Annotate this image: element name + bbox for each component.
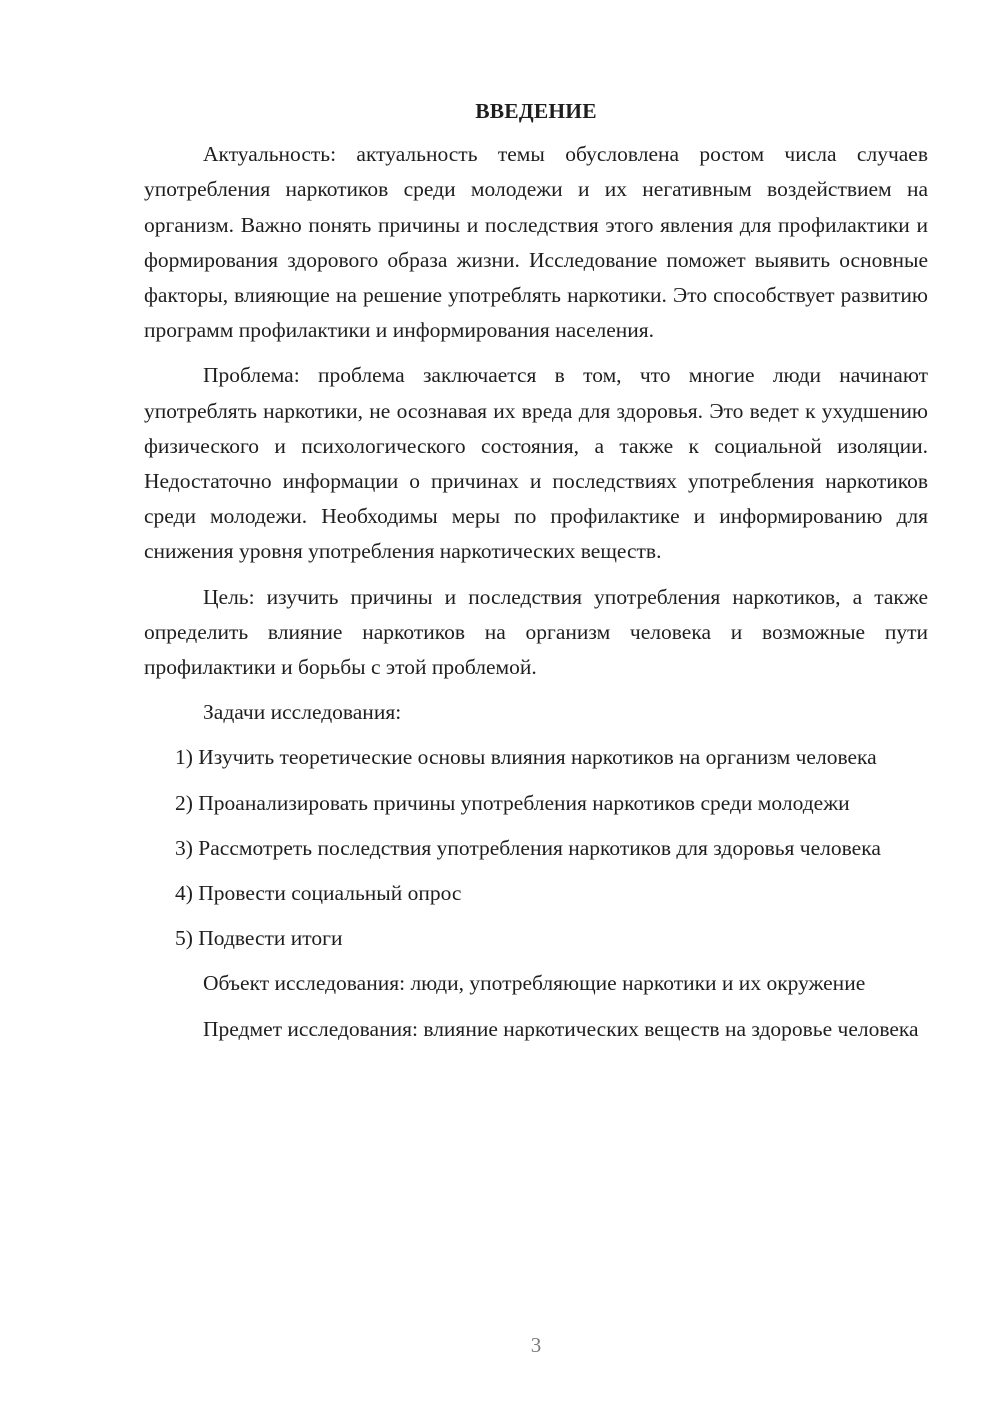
subject-paragraph: Предмет исследования: влияние наркотических веществ на здоровье человека [203,1016,919,1041]
task-item: 1) Изучить теоретические основы влияния наркотиков на организм человека [175,745,877,770]
task-item: 2) Проанализировать причины употребления наркотиков среди молодежи [175,790,850,815]
task-item: 4) Провести социальный опрос [175,881,462,906]
page-number: 3 [530,1333,542,1357]
tasks-heading: Задачи исследования: [203,700,402,725]
problem-paragraph: Проблема: проблема заключается в том, что многие люди начинают употреблять наркотики, не осознавая их вреда для здоровья. Это ведет к ухудшению физического и психологического состояния, а также к социальной изоляции. Недостаточно информации о причинах и последствиях употребления наркотиков среди молодежи. Необходимы меры по профилактике и информированию для снижения уровня употребления наркотических веществ. [144,363,928,564]
object-paragraph: Объект исследования: люди, употребляющие наркотики и их окружение [203,971,866,996]
relevance-paragraph: Актуальность: актуальность темы обусловлена ростом числа случаев употребления наркотиков среди молодежи и их негативным воздействием на организм. Важно понять причины и последствия этого явления для профилактики и формирования здорового образа жизни. Исследование поможет выявить основные факторы, влияющие на решение употреблять наркотики. Это способствует развитию программ профилактики и информирования населения. [144,142,928,343]
task-item: 5) Подвести итоги [175,926,343,951]
task-item: 3) Рассмотреть последствия употребления наркотиков для здоровья человека [175,835,881,860]
page-content [144,94,928,1057]
goal-paragraph: Цель: изучить причины и последствия употребления наркотиков, а также определить влияние наркотиков на организм человека и возможные пути профилактики и борьбы с этой проблемой. [144,584,928,680]
section-heading: ВВЕДЕНИЕ [475,99,597,123]
